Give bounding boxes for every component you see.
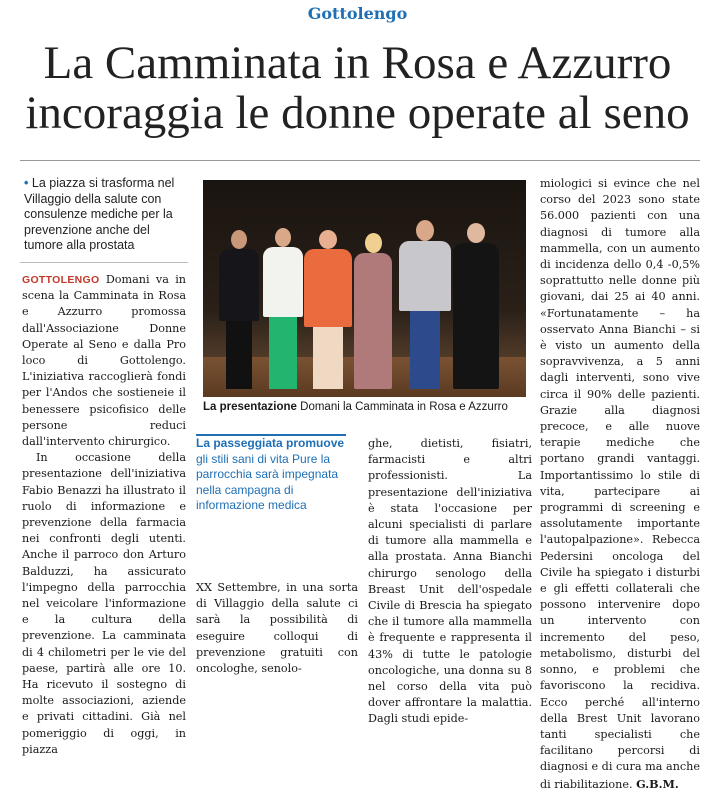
lead-divider xyxy=(20,262,188,263)
column-4-paragraph-1 xyxy=(540,176,700,793)
caption-label: La presentazione xyxy=(203,401,297,413)
column-2-paragraph-1: XX Settembre, in una sorta di Villaggio della salute ci sarà la possibilità di eseguire colloqui di prevenzione gratuiti con oncologhe, senolo- xyxy=(196,581,358,676)
column-3-paragraph-1: ghe, dietisti, fisiatri, farmacisti e altri professionisti. La presentazione dell'iniziativa è stata l'occasione per alcuni specialisti di parlare di tumore alla mammella e alla prostata. Anna Bianchi chirurgo senologo della Breast Unit dell'ospedale Civile di Brescia ha spiegato che il tumore alla mammella è frequente e rappresenta il 43% di tutte le patologie oncologiche, una donna su 8 nel corso della vita può dover affrontare la malattia. Dagli studi epide- xyxy=(368,437,532,726)
lead-bullet: • xyxy=(24,176,29,190)
column-1-paragraph-1 xyxy=(22,272,186,450)
photo-person-1 xyxy=(217,230,261,389)
event-photo xyxy=(203,180,526,397)
headline-line-1: La Camminata in Rosa e Azzurro xyxy=(43,37,672,89)
lead-summary xyxy=(24,176,184,254)
pullquote-title: La passeggiata promuove xyxy=(196,436,345,450)
author-signature: G.B.M. xyxy=(636,776,679,791)
headline-line-2: incoraggia le donne operate al seno xyxy=(25,87,690,139)
dateline-place: GOTTOLENGO xyxy=(22,274,100,286)
article-headline xyxy=(0,38,715,138)
lead-text: La piazza si trasforma nel Villaggio della salute con consulenze mediche per la prevenzione anche del tumore alla prostata xyxy=(24,176,175,252)
column-3 xyxy=(368,436,532,726)
photo-person-5 xyxy=(397,220,453,389)
column-2 xyxy=(196,580,358,676)
header-divider xyxy=(20,160,700,161)
column-4-text: miologici si evince che nel corso del 2023 sono state 56.000 pazienti con una diagnosi di tumore alla mammella, con un aumento di incidenza dello 0,4 -0,5% soprattutto nelle donne più giovani, dai 25 ai 40 anni. «Fortunatamente – ha osservato Anna Bianchi – si è visto un aumento della sopravvivenza, a 5 anni dagli interventi, sono vive circa il 90% delle pazienti. Grazie alla diagnosi precoce, e alle nuove terapie mediche che portano grandi vantaggi. Importantissimo lo stile di vita, partecipare ai programmi di screening e assolutamente importante l'autopalpazione». Rebecca Pedersini oncologa del Civile ha spiegato i disturbi e gli effetti collaterali che possono intervenire dopo un intervento con incremento del peso, metabolismo, disturbi del sonno, e problemi che favoriscono la recidiva. Ecco perché all'interno della Brest Unit lavorano tanti specialisti che facilitano percorsi di diagnosi e di cura ma anche di riabilitazione. xyxy=(540,177,700,791)
photo-caption xyxy=(203,401,533,413)
pullquote-text: gli stili sani di vita Pure la parrocchia sarà impegnata nella campagna di informazione medica xyxy=(196,451,339,512)
photo-person-2 xyxy=(261,228,305,389)
photo-person-3 xyxy=(303,230,353,389)
column-4 xyxy=(540,176,700,791)
photo-person-4 xyxy=(353,233,393,389)
caption-text: Domani la Camminata in Rosa e Azzurro xyxy=(300,401,508,413)
column-1-paragraph-2: In occasione della presentazione dell'iniziativa Fabio Benazzi ha illustrato il ruolo di informazione e prevenzione della farmacia nei confronti degli utenti. Anche il parroco don Arturo Balduzzi, ha assicurato l'impegno della parrocchia nel veicolare l'informazione e la cultura della prevenzione. La camminata di 4 chilometri per le vie del paese, partirà alle ore 10. Ha ricevuto il sostegno di molte associazioni, aziende e privati cittadini. Già nel pomeriggio di oggi, in piazza xyxy=(22,451,186,756)
column-1-text-1: Domani va in scena la Camminata in Rosa e Azzurro promossa dall'Associazione Donne Operate al Seno e dalla Pro loco di Gottolengo. L'iniziativa raccoglierà fondi per l'Andos che sostieneie il benessere psicofisico delle persone reduci dall'intervento chirurgico. xyxy=(22,273,186,449)
column-1 xyxy=(22,272,186,756)
section-kicker: Gottolengo xyxy=(307,4,408,23)
pullquote xyxy=(196,436,346,514)
photo-person-6 xyxy=(451,223,501,389)
